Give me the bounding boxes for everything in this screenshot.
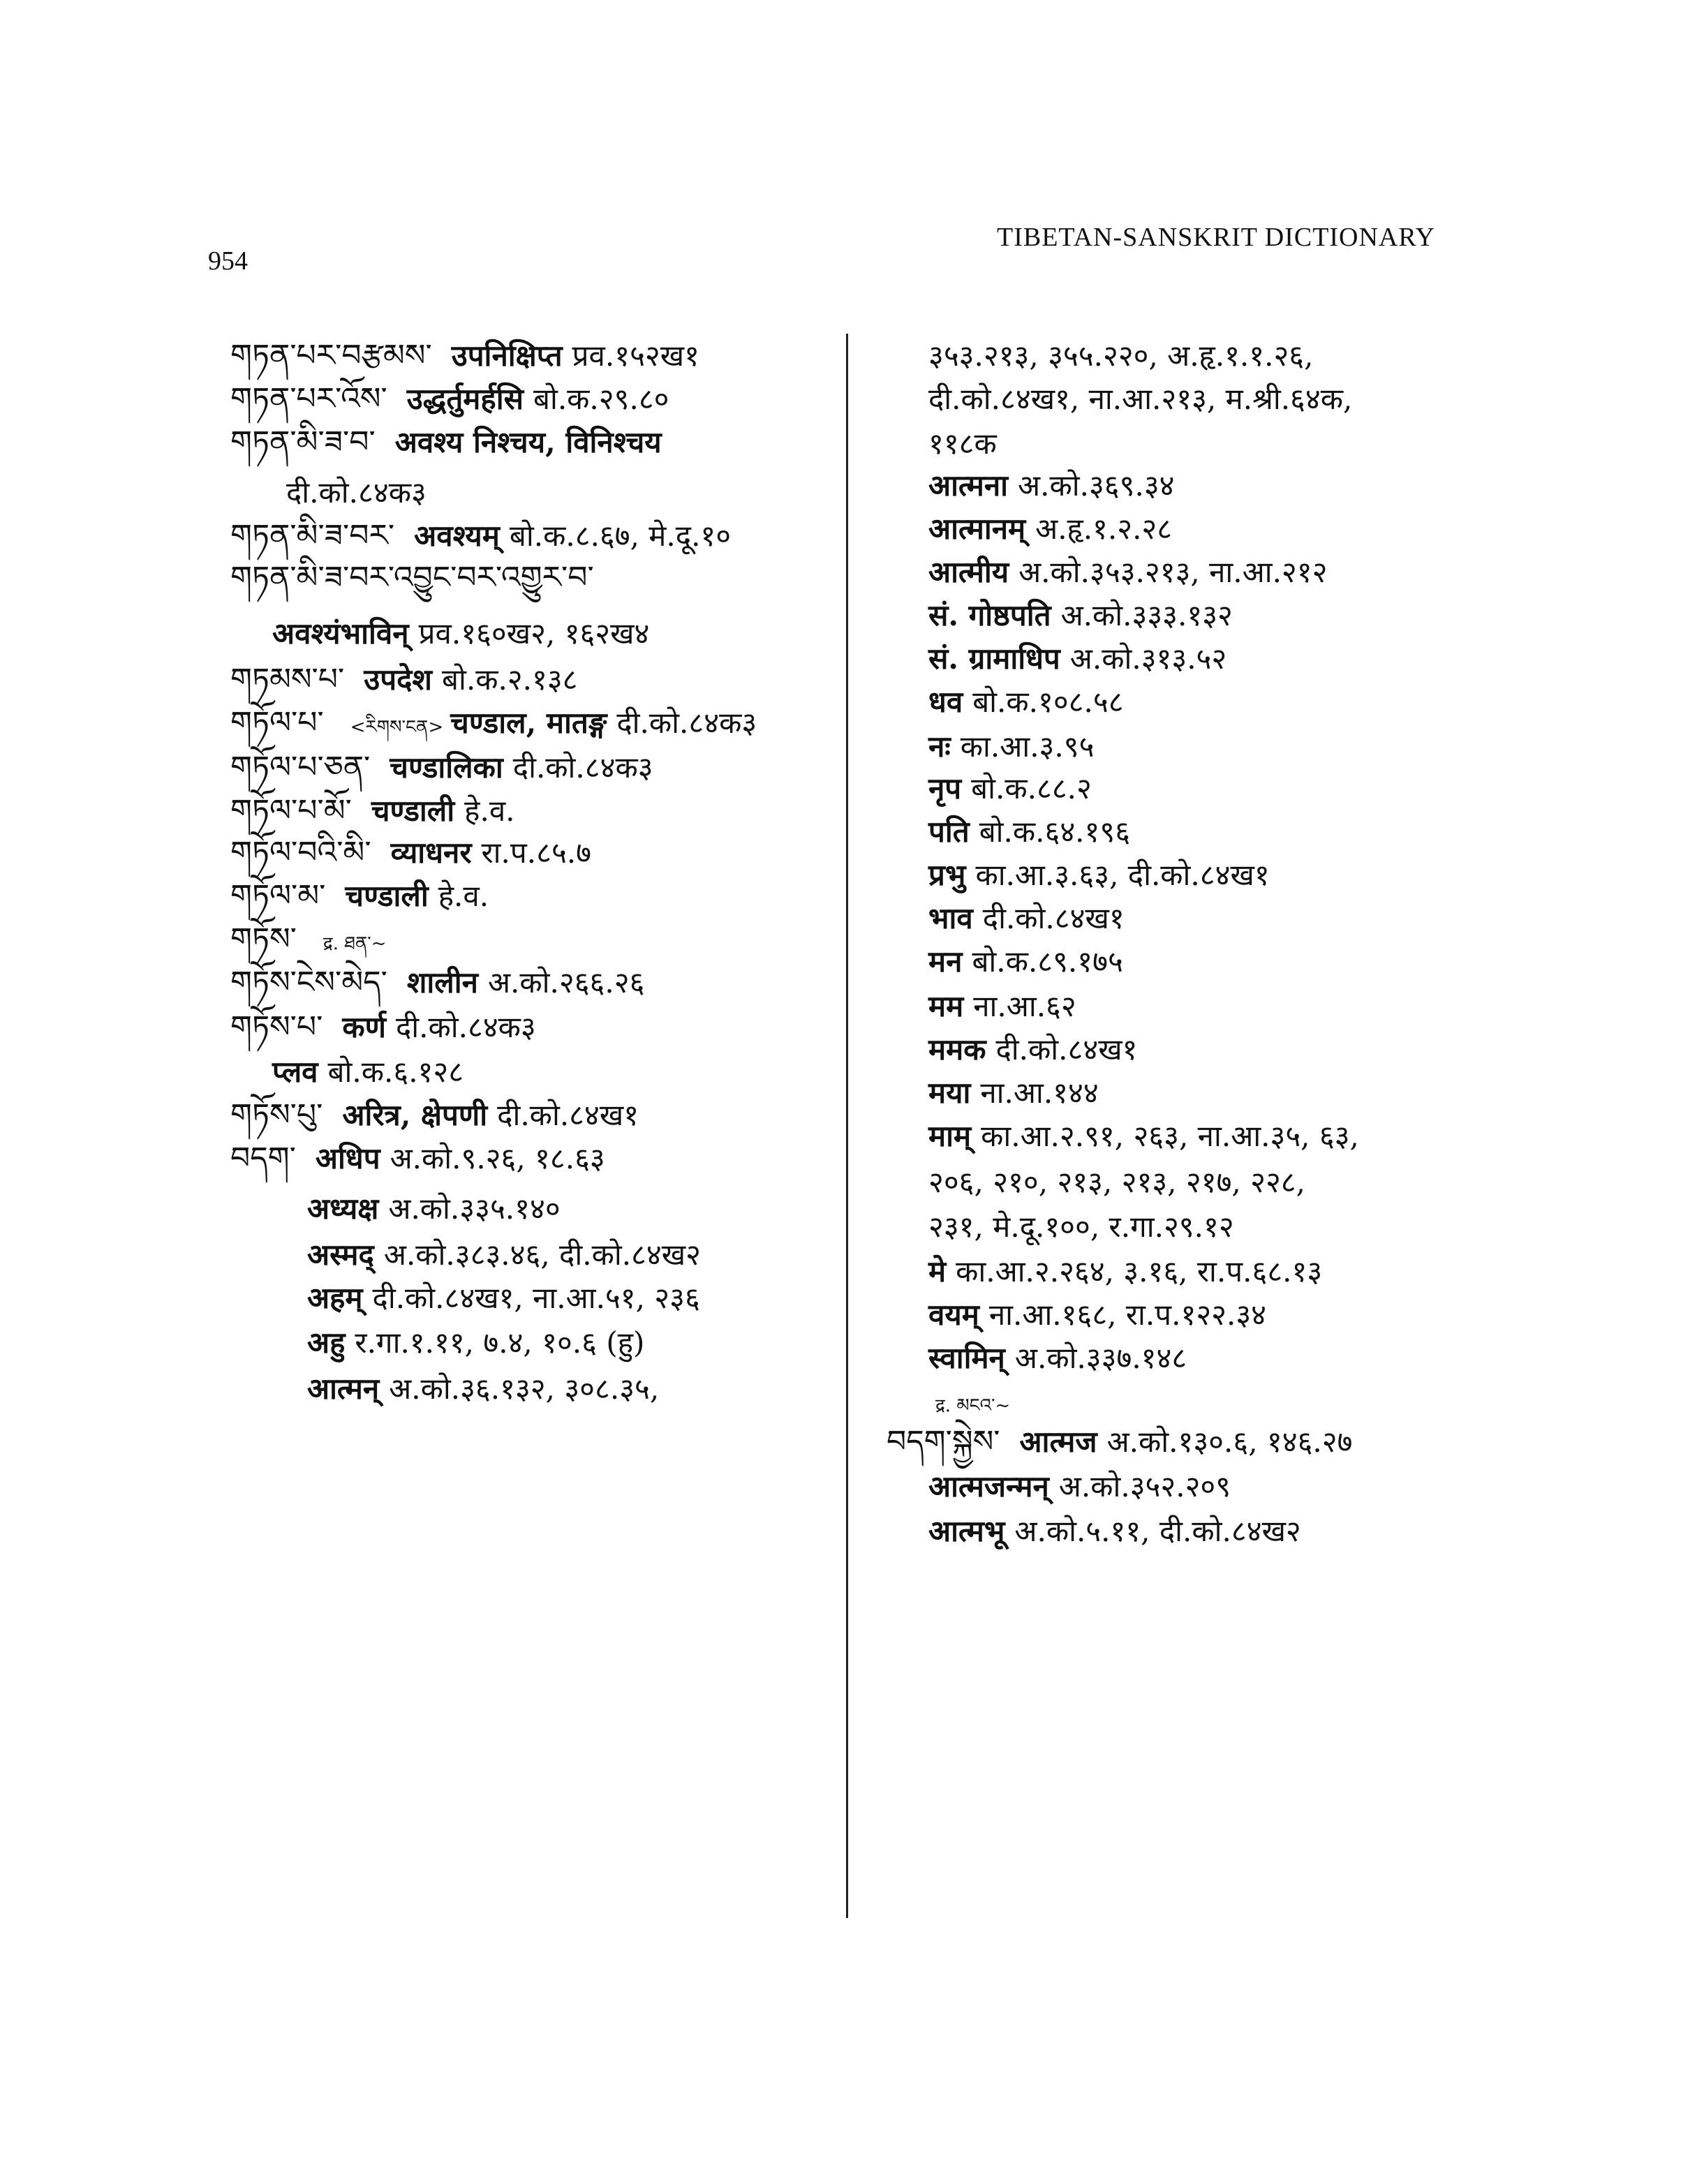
source-reference: प्रव.१६०ख२, १६२ख४: [418, 616, 650, 651]
source-reference: बो.क.८९.१७५: [972, 944, 1123, 979]
dictionary-entry: [887, 1294, 1266, 1336]
sanskrit-equivalent: प्रभु: [928, 858, 966, 892]
dictionary-entry: [230, 1322, 644, 1364]
dictionary-entry: [230, 557, 614, 599]
dictionary-entry: [887, 811, 1130, 853]
sanskrit-equivalent: सं. ग्रामाधिप: [928, 641, 1060, 676]
tibetan-headword: གཏན་པར་བརྩམས་: [230, 338, 432, 373]
sanskrit-equivalent: शालीन: [406, 965, 478, 1000]
dictionary-entry: [230, 378, 669, 420]
dictionary-entry: [887, 595, 1233, 637]
dictionary-entry: [230, 1277, 700, 1319]
source-reference: ३५३.२१३, ३५५.२२०, अ.हृ.१.१.२६,: [928, 339, 1314, 373]
sanskrit-equivalent: उपदेश: [364, 662, 432, 697]
sanskrit-equivalent: आत्मजन्मन्: [928, 1469, 1049, 1503]
sanskrit-equivalent: अवश्यंभाविन्: [272, 616, 409, 651]
source-reference: ना.आ.१६८, रा.प.१२२.३४: [988, 1298, 1267, 1332]
dictionary-entry: [887, 1421, 1352, 1463]
source-reference: का.आ.२.२६४, ३.१६, रा.प.६८.१३: [956, 1254, 1323, 1288]
dictionary-entry: [887, 986, 1076, 1027]
sanskrit-equivalent: अध्यक्ष: [307, 1191, 379, 1226]
column-divider: [846, 334, 848, 1918]
dictionary-entry: [887, 1466, 1231, 1508]
source-reference: र.गा.१.११, ७.४, १०.६ (हु): [355, 1325, 645, 1360]
tibetan-headword: གཏོལ་པ་: [230, 705, 324, 741]
dictionary-entry: [887, 508, 1172, 550]
source-reference: अ.को.३३७.१४८: [1014, 1341, 1187, 1375]
source-reference: अ.को.३६.१३२, ३०८.३५,: [389, 1372, 660, 1406]
source-reference: अ.को.१३०.६, १४६.२७: [1106, 1425, 1353, 1459]
sanskrit-equivalent: आत्मभू: [928, 1514, 1005, 1548]
dictionary-entry: [887, 1206, 1234, 1248]
page-number: 954: [208, 246, 248, 276]
source-reference: बो.क.६.१२८: [327, 1055, 464, 1089]
source-reference: प्रव.१५२ख१: [572, 339, 699, 373]
source-reference: दी.को.८४ख१, ना.आ.२१३, म.श्री.६४क,: [928, 382, 1353, 416]
sanskrit-equivalent: धव: [928, 685, 963, 719]
sanskrit-equivalent: मया: [928, 1076, 971, 1110]
tibetan-headword: བདག་སྐྱེས་: [887, 1424, 1000, 1459]
source-reference: हे.व.: [438, 879, 489, 913]
dictionary-entry: [887, 1251, 1322, 1293]
source-reference: २३१, मे.दू.१००, र.गा.२९.१२: [928, 1210, 1234, 1244]
dictionary-entry: [230, 613, 649, 655]
sanskrit-equivalent: आत्मना: [928, 468, 1009, 503]
tibetan-headword: གཏོས་པུ་: [230, 1097, 323, 1133]
running-head: TIBETAN-SANSKRIT DICTIONARY: [997, 223, 1436, 252]
sanskrit-equivalent: नृप: [928, 771, 962, 805]
dictionary-entry: [887, 941, 1123, 983]
source-reference: दी.को.८४ख१: [497, 1098, 639, 1132]
sanskrit-equivalent: कर्ण: [342, 1010, 386, 1044]
tibetan-headword: གཏོས་: [230, 921, 297, 957]
sanskrit-equivalent: चण्डालिका: [390, 750, 503, 785]
sanskrit-equivalent: मे: [928, 1254, 947, 1288]
tibetan-headword: གཏོས་ངེས་མེད་: [230, 965, 387, 1000]
source-reference: दी.को.८४ख१: [982, 901, 1125, 935]
dictionary-entry: [230, 1138, 605, 1180]
sanskrit-equivalent: स्वामिन्: [928, 1341, 1005, 1375]
dictionary-entry: [887, 726, 1094, 768]
dictionary-entry: [230, 702, 757, 748]
dictionary-entry: [230, 1006, 536, 1048]
sanskrit-equivalent: चण्डाली: [371, 794, 455, 828]
source-reference: ११८क: [928, 426, 997, 461]
dictionary-entry: [887, 898, 1125, 939]
source-reference: का.आ.३.६३, दी.को.८४ख१: [975, 858, 1270, 892]
sanskrit-equivalent: व्याधनर: [390, 835, 472, 870]
cross-reference-note: <རིགས་ངན>: [350, 717, 444, 738]
sanskrit-equivalent: ममक: [928, 1032, 986, 1067]
source-reference: अ.हृ.१.२.२८: [1035, 512, 1173, 546]
sanskrit-equivalent: आत्मज: [1019, 1425, 1097, 1459]
source-reference: बो.क.१०८.५८: [972, 685, 1124, 719]
sanskrit-equivalent: पति: [928, 815, 970, 849]
dictionary-entry: [230, 1188, 561, 1230]
dictionary-entry: [887, 1115, 1359, 1157]
sanskrit-equivalent: माम्: [928, 1119, 972, 1153]
source-reference: बो.क.८.६७, मे.दू.१०: [509, 519, 732, 553]
source-reference: दी.को.८४क३: [395, 1010, 536, 1044]
source-reference: २०६, २१०, २१३, २१३, २१७, २२८,: [928, 1165, 1305, 1199]
source-reference: अ.को.३१३.५२: [1069, 641, 1227, 676]
dictionary-entry: [887, 423, 997, 465]
dictionary-entry: [230, 875, 489, 917]
sanskrit-equivalent: प्लव: [272, 1055, 318, 1089]
dictionary-entry: [230, 472, 427, 514]
source-reference: बो.क.८८.२: [971, 771, 1092, 805]
tibetan-headword: གཏོལ་མ་: [230, 878, 326, 914]
sanskrit-equivalent: अधिप: [315, 1141, 380, 1175]
source-reference: अ.को.३८३.४६, दी.को.८४ख२: [383, 1238, 701, 1272]
source-reference: दी.को.८४क३: [616, 706, 757, 740]
tibetan-headword: གཏན་པར་འོས་: [230, 381, 387, 417]
source-reference: बो.क.२९.८०: [533, 382, 669, 416]
dictionary-entry: [230, 515, 731, 557]
sanskrit-equivalent: चण्डाली: [345, 879, 429, 913]
sanskrit-equivalent: आत्मीय: [928, 555, 1009, 589]
tibetan-headword: གཏན་མི་ཟ་བར་: [230, 518, 395, 554]
sanskrit-equivalent: अवश्य निश्चय, विनिश्चय: [394, 425, 662, 459]
source-reference: ना.आ.६२: [973, 989, 1076, 1023]
sanskrit-equivalent: उपनिक्षिप्त: [451, 339, 563, 373]
tibetan-headword: བདག་: [230, 1141, 296, 1176]
source-reference: का.आ.३.९५: [960, 729, 1095, 764]
tibetan-headword: གཏོལ་པ་ཅན་: [230, 750, 371, 785]
source-reference: दी.को.८४ख१, ना.आ.५१, २३६: [372, 1281, 700, 1315]
dictionary-entry: [230, 962, 644, 1004]
dictionary-entry: [887, 551, 1327, 593]
source-reference: अ.को.२६६.२६: [487, 965, 645, 1000]
tibetan-headword: གཏོལ་པ་མོ་: [230, 793, 352, 829]
sanskrit-equivalent: चण्डाल, मातङ्ग: [450, 706, 607, 740]
dictionary-entry: [887, 1072, 1099, 1114]
dictionary-entry: [887, 1161, 1305, 1203]
source-reference: का.आ.२.९१, २६३, ना.आ.३५, ६३,: [981, 1119, 1359, 1153]
source-reference: बो.क.६४.१९६: [979, 815, 1131, 849]
source-reference: अ.को.३३३.१३२: [1060, 598, 1233, 632]
dictionary-entry: [230, 422, 672, 463]
source-reference: अ.को.३६९.३४: [1018, 468, 1175, 503]
sanskrit-equivalent: अरित्र, क्षेपणी: [342, 1098, 488, 1132]
dictionary-entry: [887, 1337, 1187, 1379]
sanskrit-equivalent: सं. गोष्ठपति: [928, 598, 1051, 632]
dictionary-entry: [230, 1094, 639, 1136]
dictionary-entry: [230, 659, 578, 701]
tibetan-headword: གཏན་མི་ཟ་བར་འབྱུང་བར་འགྱུར་བ་: [230, 560, 594, 595]
source-reference: अ.को.९.२६, १८.६३: [390, 1141, 605, 1175]
source-reference: दी.को.८४क३: [512, 750, 653, 785]
dictionary-entry: [887, 854, 1270, 896]
dictionary-entry: [887, 1029, 1137, 1071]
source-reference: ना.आ.१४४: [980, 1076, 1099, 1110]
dictionary-entry: [887, 638, 1226, 680]
dictionary-entry: [230, 1051, 464, 1093]
sanskrit-equivalent: अवश्यम्: [414, 519, 500, 553]
dictionary-entry: [887, 465, 1175, 507]
dictionary-entry: [230, 919, 394, 965]
tibetan-headword: གཏོས་པ་: [230, 1009, 323, 1045]
sanskrit-equivalent: अस्मद्: [307, 1238, 374, 1272]
source-reference: अ.को.५.११, दी.को.८४ख२: [1014, 1514, 1301, 1548]
source-reference: अ.को.३५२.२०९: [1058, 1469, 1231, 1503]
sanskrit-equivalent: आत्मन्: [307, 1372, 380, 1406]
sanskrit-equivalent: नः: [928, 729, 951, 764]
tibetan-headword: གཏན་མི་ཟ་བ་: [230, 424, 376, 460]
source-reference: अ.को.३३५.१४०: [388, 1191, 561, 1226]
dictionary-entry: [887, 681, 1124, 723]
sanskrit-equivalent: मम: [928, 989, 964, 1023]
dictionary-entry: [230, 832, 591, 874]
sanskrit-equivalent: मन: [928, 944, 963, 979]
source-reference: दी.को.८४क३: [286, 475, 427, 510]
tibetan-headword: གཏོལ་བའི་མི་: [230, 835, 371, 870]
dictionary-entry: [230, 790, 515, 832]
source-reference: बो.क.२.१३८: [441, 662, 578, 697]
source-reference: रा.प.८५.७: [481, 835, 591, 870]
sanskrit-equivalent: वयम्: [928, 1298, 979, 1332]
dictionary-entry: [887, 378, 1352, 420]
dictionary-entry: [230, 1368, 659, 1410]
sanskrit-equivalent: आत्मानम्: [928, 512, 1026, 546]
dictionary-entry: [887, 1510, 1301, 1552]
sanskrit-equivalent: उद्धर्तुमर्हसि: [406, 382, 524, 416]
source-reference: हे.व.: [464, 794, 515, 828]
source-reference: दी.को.८४ख१: [995, 1032, 1138, 1067]
sanskrit-equivalent: अहु: [307, 1325, 346, 1360]
dictionary-entry: [887, 768, 1092, 810]
cross-reference-note: द्र. མངའ་~: [935, 1395, 1011, 1416]
tibetan-headword: གཏམས་པ་: [230, 662, 345, 697]
sanskrit-equivalent: अहम्: [307, 1281, 363, 1315]
source-reference: अ.को.३५३.२१३, ना.आ.२१२: [1018, 555, 1328, 589]
sanskrit-equivalent: भाव: [928, 901, 973, 935]
dictionary-entry: [887, 1381, 1017, 1427]
cross-reference-note: द्र. ཐན་~: [323, 933, 387, 954]
dictionary-entry: [230, 747, 653, 789]
dictionary-entry: [887, 335, 1314, 377]
dictionary-entry: [230, 335, 699, 377]
dictionary-entry: [230, 1234, 701, 1276]
